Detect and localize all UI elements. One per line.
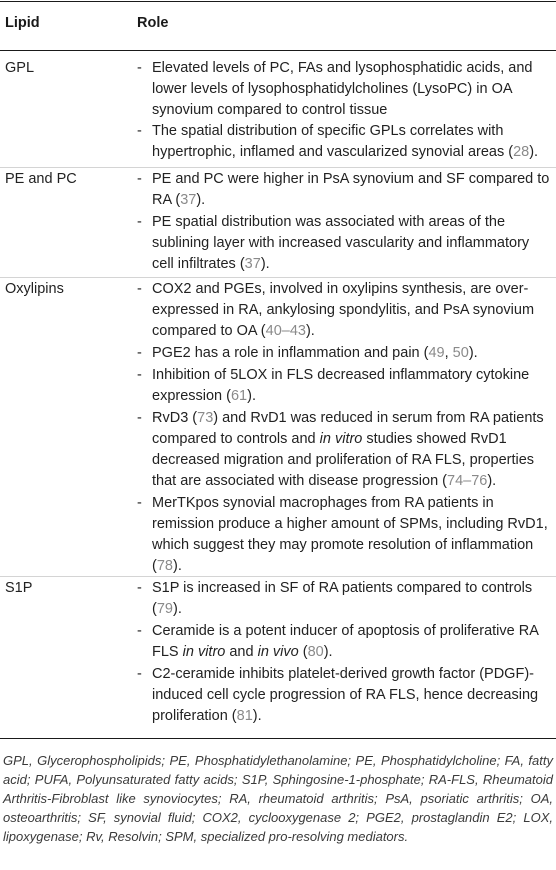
row-separator <box>0 167 556 168</box>
lipid-name: GPL <box>5 60 35 76</box>
bullet-dash: - <box>137 495 142 511</box>
reference-link[interactable]: 37 <box>180 192 197 208</box>
role-item <box>137 169 553 211</box>
bullet-dash: - <box>137 123 142 139</box>
lipid-name: S1P <box>5 580 33 596</box>
reference-link[interactable]: 79 <box>156 601 173 617</box>
bullet-dash: - <box>137 281 142 297</box>
reference-link[interactable]: 74–76 <box>447 473 488 489</box>
role-text-italic: in vivo <box>257 644 299 660</box>
lipid-name: Oxylipins <box>5 281 64 297</box>
role-text: C2-ceramide inhibits platelet-derived growth factor (PDGF)-induced cell cycle progression of RA FLS, hence decreasing proliferation ( <box>152 666 539 724</box>
bullet-dash: - <box>137 410 142 426</box>
role-text: PE and PC were higher in PsA synovium and SF compared to RA ( <box>152 171 550 208</box>
role-text-end: ). <box>247 388 256 404</box>
role-item <box>137 493 553 577</box>
role-text: Inhibition of 5LOX in FLS decreased inflammatory cytokine expression ( <box>152 367 530 404</box>
role-list <box>137 58 553 164</box>
reference-link[interactable]: 28 <box>513 144 530 160</box>
lipid-name: PE and PC <box>5 171 77 187</box>
role-text: Elevated levels of PC, FAs and lysophosphatidic acids, and lower levels of lysophosphatidylcholines (LysoPC) in OA synovium compared to control tissue <box>152 60 533 118</box>
reference-link[interactable]: 49 <box>428 345 445 361</box>
role-text: PGE2 has a role in inflammation and pain ( <box>152 345 429 361</box>
role-text: Ceramide is a potent inducer of apoptosis of proliferative RA FLS <box>152 623 539 660</box>
role-item <box>137 212 553 275</box>
bullet-dash: - <box>137 345 142 361</box>
bullet-dash: - <box>137 60 142 76</box>
role-text: S1P is increased in SF of RA patients compared to controls ( <box>152 580 533 617</box>
role-item <box>137 121 553 163</box>
table-header-rule <box>0 50 556 51</box>
role-list <box>137 578 553 728</box>
role-text-italic: in vitro <box>182 644 226 660</box>
role-item <box>137 58 553 121</box>
bullet-dash: - <box>137 367 142 383</box>
role-text-end: ). <box>323 644 333 660</box>
reference-link[interactable]: 37 <box>244 256 261 272</box>
role-text-end: ). <box>305 323 315 339</box>
reference-link[interactable]: 81 <box>236 708 253 724</box>
role-list <box>137 279 553 578</box>
role-list <box>137 169 553 276</box>
role-item <box>137 408 553 492</box>
reference-link[interactable]: 50 <box>452 345 469 361</box>
table-bottom-rule <box>0 738 556 739</box>
reference-link[interactable]: 73 <box>197 410 214 426</box>
role-text-end: ). <box>172 601 182 617</box>
bullet-dash: - <box>137 623 142 639</box>
bullet-dash: - <box>137 214 142 230</box>
header-lipid: Lipid <box>5 15 40 31</box>
row-separator <box>0 277 556 278</box>
role-text: PE spatial distribution was associated with areas of the sublining layer with increased vascularity and inflammatory cell infiltrates ( <box>152 214 530 272</box>
role-text-end: ). <box>172 558 182 574</box>
bullet-dash: - <box>137 666 142 682</box>
role-text: ( <box>298 644 308 660</box>
role-text-sep: , <box>444 345 453 361</box>
table-top-rule <box>0 1 556 2</box>
table-footnote: GPL, Glycerophospholipids; PE, Phosphatidylethanolamine; PE, Phosphatidylcholine; FA, fatty acid; PUFA, Polyunsaturated fatty acids; S1P, Sphingosine-1-phosphate; RA-FLS, Rheumatoid Arthritis-Fibroblast like synoviocytes; RA, rheumatoid arthritis; PsA, psoriatic arthritis; OA, osteoarthritis; SF, synovial fluid; COX2, cyclooxygenase 2; PGE2, prostaglandin E2; LOX, lipoxygenase; Rv, Resolvin; SPM, specialized pro-resolving mediators. <box>3 753 553 844</box>
reference-link[interactable]: 80 <box>307 644 324 660</box>
role-text: COX2 and PGEs, involved in oxylipins synthesis, are over-expressed in RA, ankylosing spondylitis, and PsA synovium compared to OA ( <box>152 281 535 339</box>
reference-link[interactable]: 40–43 <box>265 323 306 339</box>
bullet-dash: - <box>137 171 142 187</box>
role-text-end: ). <box>252 708 262 724</box>
role-text-end: ). <box>468 345 478 361</box>
role-text-end: ). <box>487 473 497 489</box>
reference-link[interactable]: 61 <box>230 388 248 404</box>
bullet-dash: - <box>137 580 142 596</box>
role-text: RvD3 ( <box>152 410 198 426</box>
role-text: MerTKpos synovial macrophages from RA patients in remission produce a higher amount of SPMs, including RvD1, which suggest they may promote resolution of inflammation ( <box>152 495 548 574</box>
role-item <box>137 279 553 342</box>
row-separator <box>0 576 556 577</box>
header-role: Role <box>137 15 169 31</box>
role-text-end: ). <box>260 256 270 272</box>
role-text-end: ). <box>196 192 206 208</box>
role-text-end: ). <box>529 144 539 160</box>
role-item <box>137 365 553 407</box>
role-item <box>137 343 553 364</box>
role-item <box>137 621 553 663</box>
role-item <box>137 664 553 727</box>
role-text: and <box>225 644 258 660</box>
role-text: studies showed RvD1 decreased migration and proliferation of RA FLS, properties that are associated with disease progression ( <box>152 431 535 489</box>
role-text-italic: in vitro <box>319 431 363 447</box>
reference-link[interactable]: 78 <box>156 558 173 574</box>
role-text: The spatial distribution of specific GPLs correlates with hypertrophic, inflamed and vascularized synovial areas ( <box>152 123 514 160</box>
role-item <box>137 578 553 620</box>
role-text: ) and RvD1 was reduced in serum from RA patients compared to controls and <box>152 410 544 447</box>
